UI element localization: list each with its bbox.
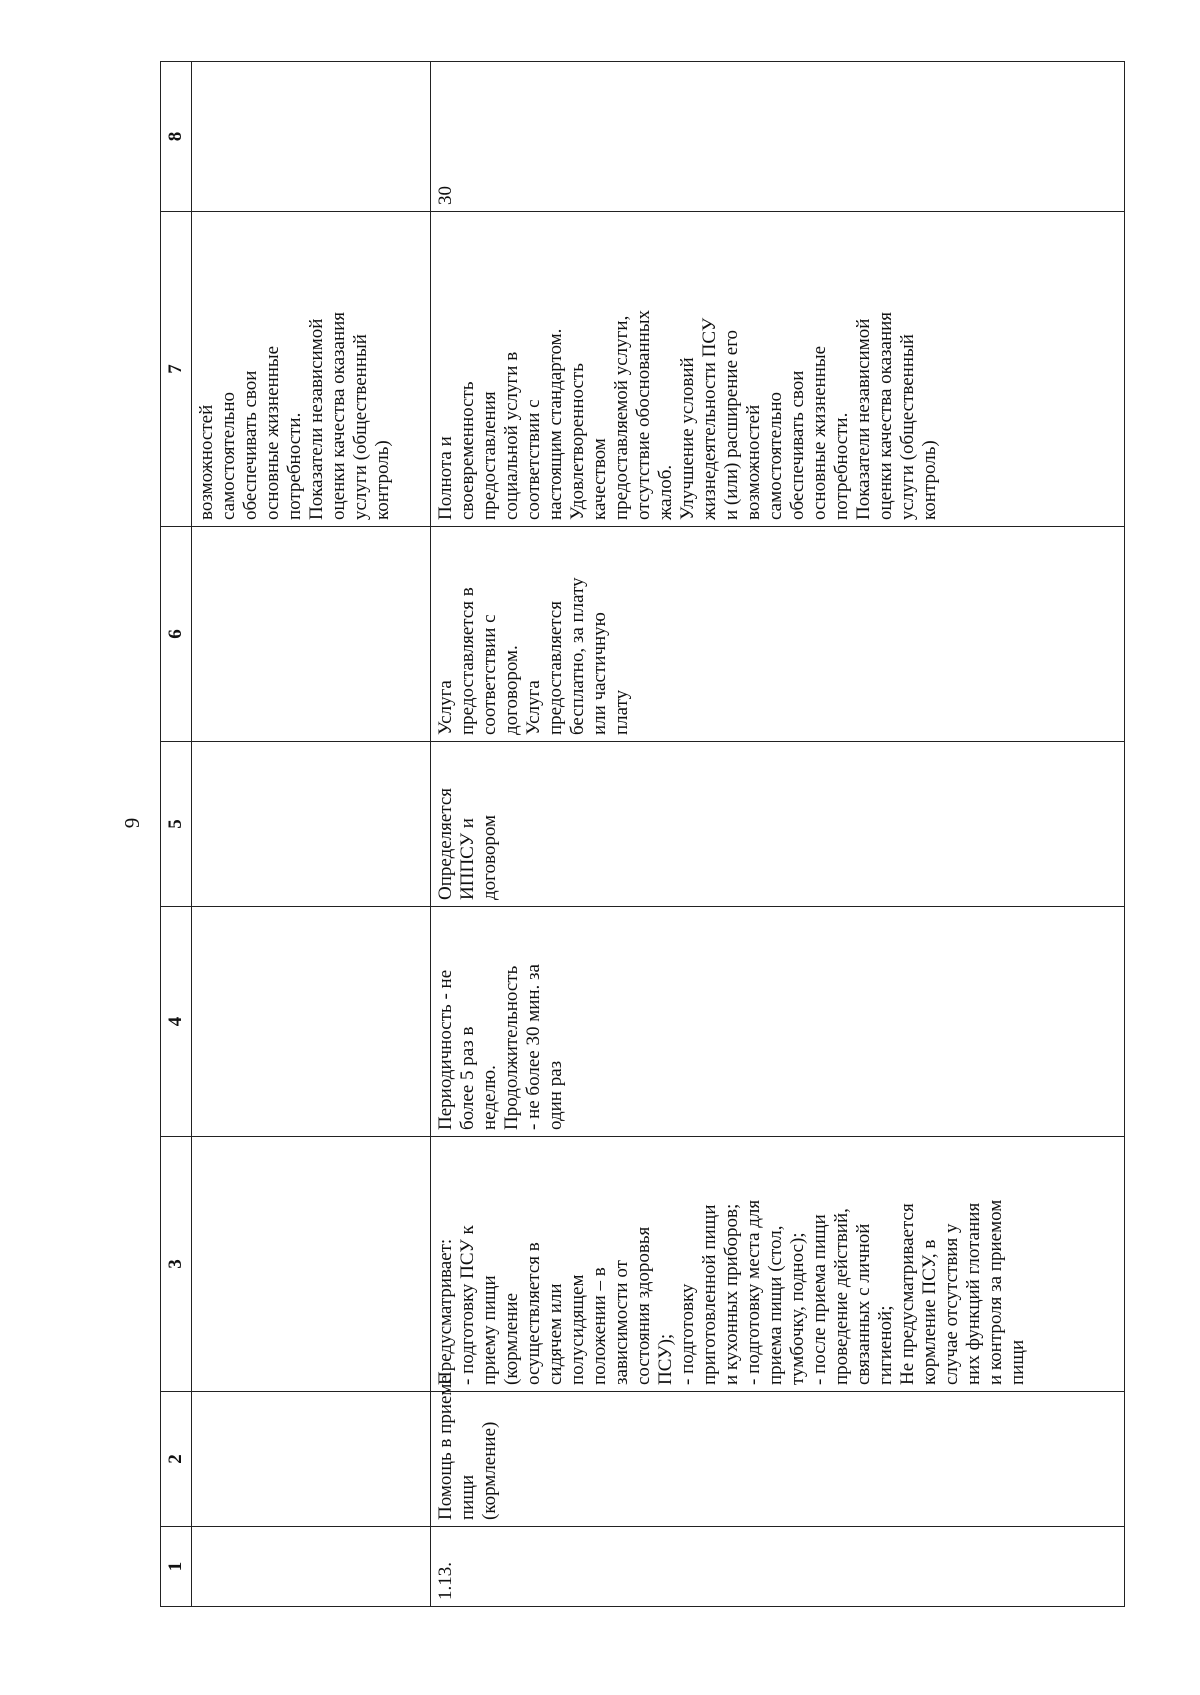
text-line: Определяется (435, 787, 456, 900)
text-line: Услуга (523, 680, 544, 735)
text-line: Помощь в приеме (435, 1375, 456, 1520)
header-cell: 4 (161, 907, 192, 1137)
text-line: состояния здоровья (633, 1226, 654, 1385)
text-line: зависимости от (611, 1260, 632, 1385)
table-row (431, 62, 1125, 1607)
header-cell: 1 (161, 1527, 192, 1607)
text-line: самостоятельно (218, 391, 239, 520)
text-line: отсутствие обоснованных (633, 309, 654, 520)
text-line: контроль) (372, 440, 393, 520)
page-number: 9 (120, 817, 144, 829)
table-cell (192, 527, 431, 742)
header-cell: 6 (161, 527, 192, 742)
quality-indicators (431, 212, 1125, 527)
text-line: сидячем или (545, 1283, 566, 1385)
text-line: плату (611, 689, 632, 735)
text-line: самостоятельно (765, 391, 786, 520)
service-name (431, 1375, 1125, 1527)
text-line: тумбочку, поднос); (787, 1232, 808, 1385)
text-line: Предусматривает: (435, 1238, 456, 1385)
text-line: - подготовку ПСУ к (457, 1225, 478, 1385)
text-line: Показатели независимой (853, 318, 874, 520)
text-line: настоящим стандартом. (545, 328, 566, 520)
text-line: предоставляется в (457, 587, 478, 735)
quality-cell-continued (192, 212, 431, 527)
header-cell: 5 (161, 742, 192, 907)
text-line: случае отсутствия у (941, 1223, 962, 1385)
text-line: соответствии с (479, 614, 500, 735)
text-line: предоставления (479, 391, 500, 520)
table-cell (192, 62, 431, 212)
periodicity (431, 907, 1125, 1137)
text-line: - подготовку (677, 1283, 698, 1385)
text-line: более 5 раз в (457, 1026, 478, 1130)
table-cell (192, 1527, 431, 1607)
header-row (161, 62, 192, 1607)
text-line: ПСУ); (655, 1333, 676, 1385)
text-line: контроль) (919, 440, 940, 520)
text-line: неделю. (479, 1065, 500, 1130)
text-line: предоставляемой услуги, (611, 315, 632, 520)
continuation-row (192, 62, 431, 1607)
text-line: кормление ПСУ, в (919, 1239, 940, 1385)
text-line: Продолжительность (501, 965, 522, 1130)
text-line: пищи (457, 1474, 478, 1520)
text-line: приему пищи (479, 1275, 500, 1385)
text-line: возможностей (196, 404, 217, 520)
text-line: или частичную (589, 612, 610, 735)
services-table (160, 61, 1125, 1607)
row-number: 1.13. (431, 1527, 1125, 1607)
text-line: Не предусматривается (897, 1203, 918, 1385)
text-line: и кухонных приборов; (721, 1203, 742, 1385)
text-line: и контроля за приемом (985, 1199, 1006, 1385)
text-line: Услуга (435, 680, 456, 735)
text-line: качеством (589, 438, 610, 520)
text-line: потребности. (284, 412, 305, 520)
text-line: соответствии с (523, 399, 544, 520)
text-line: Улучшение условий (677, 357, 698, 520)
text-line: и (или) расширение его (721, 329, 742, 520)
text-line: договором (479, 815, 500, 900)
text-line: обеспечивать свои (787, 370, 808, 520)
text-line: проведение действий, (831, 1208, 852, 1385)
text-line: (кормление) (479, 1421, 500, 1520)
header-cell: 7 (161, 212, 192, 527)
text-line: обеспечивать свои (240, 370, 261, 520)
text-line: жалоб. (655, 464, 676, 520)
text-line: основные жизненные (262, 345, 283, 520)
header-cell: 2 (161, 1392, 192, 1527)
text-line: связанных с личной (853, 1223, 874, 1385)
text-line: положении – в (589, 1267, 610, 1385)
text-line: договором. (501, 645, 522, 735)
text-line: оценки качества оказания (328, 311, 349, 520)
text-line: потребности. (831, 412, 852, 520)
text-line: (кормление (501, 1292, 522, 1385)
text-line: бесплатно, за плату (567, 577, 588, 735)
service-description (431, 1137, 1125, 1392)
text-line: один раз (545, 1060, 566, 1130)
text-line: своевременность (457, 381, 478, 520)
text-line: приготовленной пищи (699, 1204, 720, 1385)
table-cell (192, 1392, 431, 1527)
text-line: социальной услуги в (501, 351, 522, 520)
text-line: полусидящем (567, 1274, 588, 1385)
table-cell (192, 1137, 431, 1392)
header-cell: 3 (161, 1137, 192, 1392)
text-line: Периодичность - не (435, 969, 456, 1130)
rotated-table-container (160, 62, 1125, 1607)
term (431, 742, 1125, 907)
table-cell (192, 907, 431, 1137)
text-line: Полнота и (435, 436, 456, 520)
text-line: Удовлетворенность (567, 363, 588, 520)
price: 30 (431, 62, 1125, 212)
text-line: услуги (общественный (897, 334, 918, 520)
text-line: пищи (1007, 1339, 1028, 1385)
table-cell (192, 742, 431, 907)
text-line: гигиеной; (875, 1305, 896, 1385)
conditions (431, 527, 1125, 742)
text-line: - после приема пищи (809, 1214, 830, 1385)
text-line: - подготовку места для (743, 1199, 764, 1385)
text-line: оценки качества оказания (875, 311, 896, 520)
text-line: жизнедеятельности ПСУ (699, 317, 720, 520)
header-cell: 8 (161, 62, 192, 212)
text-line: приема пищи (стол, (765, 1225, 786, 1385)
text-line: Показатели независимой (306, 318, 327, 520)
text-line: услуги (общественный (350, 334, 371, 520)
text-line: осуществляется в (523, 1242, 544, 1385)
text-line: ИППСУ и (457, 818, 478, 900)
text-line: них функций глотания (963, 1202, 984, 1385)
text-line: основные жизненные (809, 345, 830, 520)
text-line: предоставляется (545, 601, 566, 735)
text-line: возможностей (743, 404, 764, 520)
text-line: - не более 30 мин. за (523, 964, 544, 1130)
